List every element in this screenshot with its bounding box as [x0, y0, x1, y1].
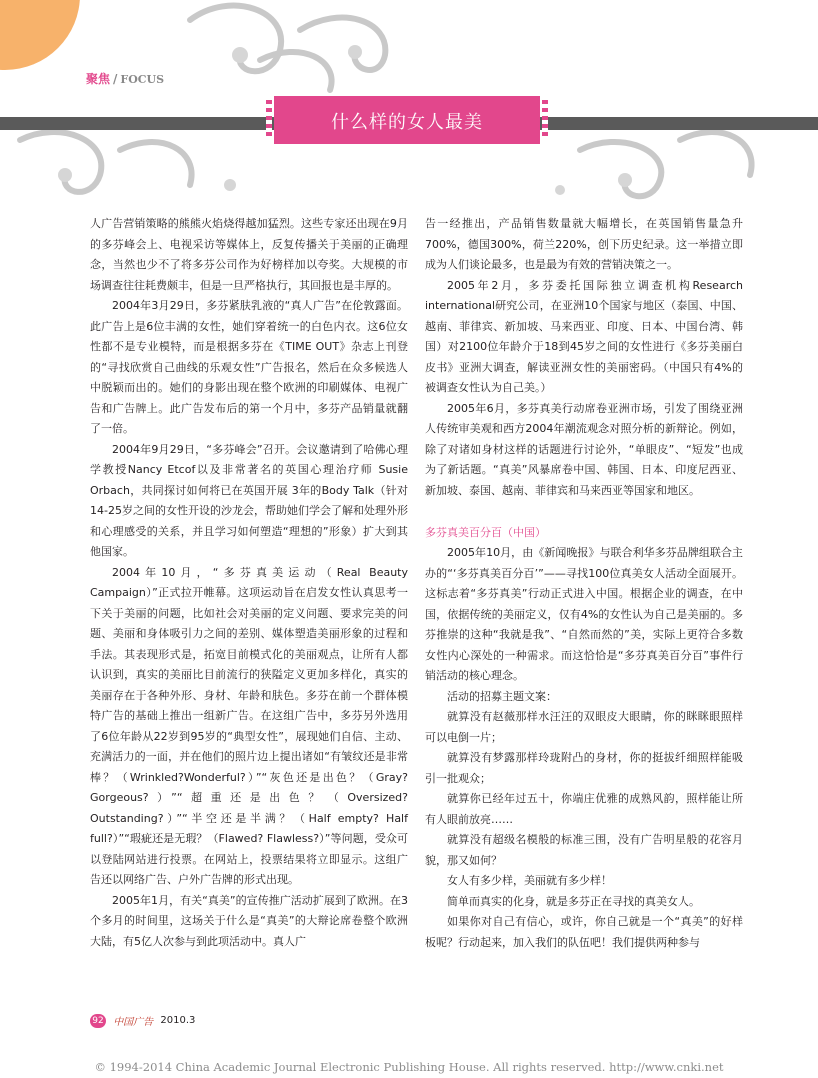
paragraph: 2004年3月29日，多芬紧肤乳液的“真人广告”在伦敦露面。此广告上是6位丰满的女性，她们穿着统一的白色内衣。这6位女性都不是专业模特，而是根据多芬在《TIME OUT》杂志上刊登的“寻找欣赏自己曲线的乐观女性”广告报名，然后在众多候选人中脱颖而出的。她们的身影出现在整个欧洲的印刷媒体、电视广告和广告牌上。此广告发布后的第一个月中，多芬产品销量就翻了一倍。: [90, 299, 408, 435]
paragraph: 活动的招募主题文案：: [447, 689, 557, 703]
subsection-heading: 多芬真美百分百（中国）: [425, 526, 546, 539]
paragraph: 告一经推出，产品销售数量就大幅增长，在英国销售量急升700%，德国300%，荷兰220%，创下历史纪录。这一举措立即成为人们谈论最多，也是最为有效的营销决策之一。: [425, 217, 743, 271]
paragraph: 2005年10月，由《新闻晚报》与联合利华多芬品牌组联合主办的“‘多芬真美百分百’”——寻找100位真美女人活动全面展开。这标志着“多芬真美”行动正式进入中国。根据企业的调查，在中国，依据传统的美丽定义，仅有4%的女性认为自己是美丽的。多芬推崇的这种“我就是我”、“自然而然的”美，实际上更符合多数女性内心深处的一种需求。而这恰恰是“多芬真美百分百”事件行销活动的核心理念。: [425, 546, 743, 682]
paragraph: 2004年10月，“多芬真美运动（Real Beauty Campaign）”正式拉开帷幕。这项运动旨在启发女性认真思考一下关于美丽的问题，比如社会对美丽的定义问题、要求完美的问题、美丽和身体吸引力之间的差别、媒体塑造美丽形象的过程和手法。其表现形式是，拓宽目前模式化的美丽观点，让所有人都认识到，真实的美丽比目前流行的狭隘定义更加多样化，真实的美丽存在于各种外形、身材、年龄和肤色。多芬在前一个群体模特广告的基础上推出一组新广告。在这组广告中，多芬另外选用了6位年龄从22岁到95岁的“典型女性”，展现她们自信、主动、充满活力的一面，并在他们的照片边上提出诸如“有皱纹还是非常棒？（Wrinkled?Wonderful?）”“灰色还是出色？（Gray? Gorgeous?）”“超重还是出色？（Oversized? Outstanding?）”“半空还是半满？（Half empty? Half full?）”“瑕疵还是无瑕？（Flawed? Flawless?）”等问题，受众可以登陆网站进行投票。在网站上，投票结果将立即显示。这组广告还以网络广告、户外广告牌的形式出现。: [90, 565, 408, 886]
paragraph: 就算没有梦露那样玲珑附凸的身材，你的挺拔纤细照样能吸引一批观众；: [425, 751, 743, 785]
page-footer: [90, 1013, 195, 1029]
paragraph: 人广告营销策略的熊熊火焰烧得越加猛烈。这些专家还出现在9月的多芬峰会上、电视采访等媒体上，反复传播关于美丽的正确理念，当然也少不了将多芬公司作为好榜样加以夸奖。大规模的市场调查往往耗费颇丰，但是一旦严格执行，其回报也是丰厚的。: [90, 217, 408, 292]
publication-name: 中国广告: [113, 1017, 154, 1028]
paragraph: 2004年9月29日，“多芬峰会”召开。会议邀请到了哈佛心理学教授Nancy Etcof以及非常著名的英国心理治疗师 Susie Orbach，共同探讨如何将已在英国开展 3年的Body Talk（针对14-25岁之间的女性开设的沙龙会，帮助她们学会了解和处理外形和心理感受的关系，并且学习如何塑造“理想的”形象）扩大到其他国家。: [90, 442, 408, 558]
paragraph: 如果你对自己有信心，或许，你自己就是一个“真美”的好样板呢？行动起来，加入我们的队伍吧！我们提供两种参与: [425, 915, 743, 949]
section-label-cn: 聚焦: [86, 72, 111, 86]
right-column: [425, 214, 743, 953]
paragraph: 2005年6月，多芬真美行动席卷亚洲市场，引发了围绕亚洲人传统审美观和西方2004年潮流观念对照分析的新辩论。例如，除了对诸如身材这样的话题进行讨论外，“单眼皮”、“短发”也成为了新话题。“真美”风暴席卷中国、韩国、日本、印度尼西亚、新加坡、泰国、越南、菲律宾和马来西亚等国家和地区。: [425, 401, 743, 497]
copyright-notice: © 1994-2014 China Academic Journal Electronic Publishing House. All rights reserved. http://www.cnki.net: [94, 1060, 724, 1074]
article-title: 什么样的女人最美: [331, 112, 483, 133]
paragraph: 就算没有超级名模般的标准三围，没有广告明星般的花容月貌，那又如何？: [425, 833, 743, 867]
paragraph: 简单而真实的化身，就是多芬正在寻找的真美女人。: [447, 894, 700, 908]
left-column: [90, 214, 408, 952]
section-label-en: FOCUS: [120, 73, 165, 86]
paragraph: 2005年2月，多芬委托国际独立调查机构Research international研究公司，在亚洲10个国家与地区（泰国、中国、越南、菲律宾、新加坡、马来西亚、印度、日本、中国台湾、韩国）对2100位年龄介于18到45岁之间的女性进行《多芬美丽白皮书》亚洲大调查，解读亚洲女性的美丽密码。（中国只有4%的被调查女性认为自己美。）: [425, 278, 743, 394]
page-number: 92: [90, 1014, 106, 1028]
paragraph: 就算你已经年过五十，你端庄优雅的成熟风韵，照样能让所有人眼前放亮……: [425, 792, 743, 826]
paragraph: 2005年1月，有关“真美”的宣传推广活动扩展到了欧洲。在3个多月的时间里，这场关于什么是“真美”的大辩论席卷整个欧洲大陆，有5亿人次参与到此项活动中。真人广: [90, 893, 408, 948]
issue-date: 2010.3: [160, 1015, 196, 1026]
section-label: [86, 70, 164, 87]
section-label-separator: /: [113, 72, 118, 86]
paragraph: 女人有多少样，美丽就有多少样！: [447, 874, 612, 887]
paragraph: 就算没有赵薇那样水汪汪的双眼皮大眼睛，你的眯眯眼照样可以电倒一片；: [425, 710, 743, 744]
article-title-box: [274, 96, 540, 144]
